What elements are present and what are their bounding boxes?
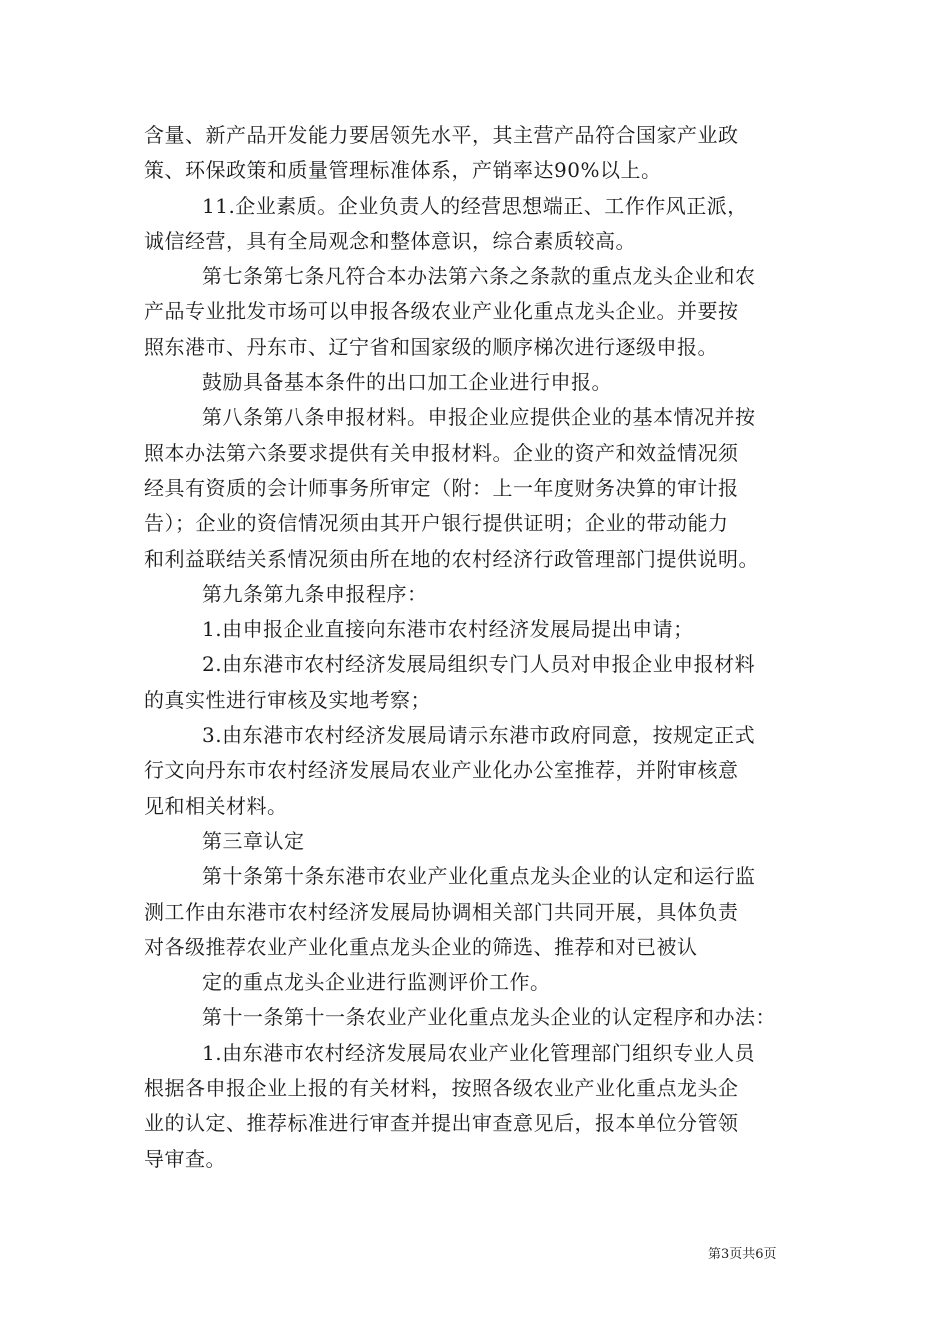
text-line: 业的认定、推荐标准进行审查并提出审查意见后，报本单位分管领: [144, 1111, 739, 1136]
text-line: 第十一条第十一条农业产业化重点龙头企业的认定程序和办法：: [202, 1005, 776, 1030]
text-line: 策、环保政策和质量管理标准体系，产销率达90%以上。: [144, 158, 662, 183]
text-line: 第三章认定: [202, 828, 305, 853]
text-line: 和利益联结关系情况须由所在地的农村经济行政管理部门提供说明。: [144, 546, 759, 571]
text-line: 第十条第十条东港市农业产业化重点龙头企业的认定和运行监: [202, 864, 756, 889]
text-line: 3.由东港市农村经济发展局请示东港市政府同意，按规定正式: [202, 723, 756, 748]
text-line: 2.由东港市农村经济发展局组织专门人员对申报企业申报材料: [202, 652, 756, 677]
page-number-footer: 第3页共6页: [708, 1247, 777, 1262]
text-line: 1.由申报企业直接向东港市农村经济发展局提出申请；: [202, 617, 694, 642]
text-line: 第七条第七条凡符合本办法第六条之条款的重点龙头企业和农: [202, 264, 756, 289]
text-line: 定的重点龙头企业进行监测评价工作。: [202, 970, 551, 995]
text-line: 11.企业素质。企业负责人的经营思想端正、工作作风正派，: [202, 193, 748, 218]
text-line: 根据各申报企业上报的有关材料，按照各级农业产业化重点龙头企: [144, 1076, 739, 1101]
text-line: 第八条第八条申报材料。申报企业应提供企业的基本情况并按: [202, 405, 756, 430]
text-line: 经具有资质的会计师事务所审定（附：上一年度财务决算的审计报: [144, 475, 739, 500]
text-line: 1.由东港市农村经济发展局农业产业化管理部门组织专业人员: [202, 1040, 756, 1065]
document-body: [144, 118, 824, 1177]
text-line: 的真实性进行审核及实地考察；: [144, 687, 431, 712]
text-line: 第九条第九条申报程序：: [202, 581, 428, 606]
text-line: 测工作由东港市农村经济发展局协调相关部门共同开展，具体负责: [144, 899, 739, 924]
text-line: 诚信经营，具有全局观念和整体意识，综合素质较高。: [144, 228, 636, 253]
text-line: 导审查。: [144, 1146, 226, 1171]
text-line: 鼓励具备基本条件的出口加工企业进行申报。: [202, 370, 612, 395]
text-line: 见和相关材料。: [144, 793, 288, 818]
text-line: 产品专业批发市场可以申报各级农业产业化重点龙头企业。并要按: [144, 299, 739, 324]
text-line: 照东港市、丹东市、辽宁省和国家级的顺序梯次进行逐级申报。: [144, 334, 718, 359]
text-line: 含量、新产品开发能力要居领先水平，其主营产品符合国家产业政: [144, 123, 739, 147]
text-line: 行文向丹东市农村经济发展局农业产业化办公室推荐，并附审核意: [144, 758, 739, 783]
text-line: 对各级推荐农业产业化重点龙头企业的筛选、推荐和对已被认: [144, 934, 698, 959]
text-line: 告）；企业的资信情况须由其开户银行提供证明；企业的带动能力: [144, 511, 729, 536]
text-line: 照本办法第六条要求提供有关申报材料。企业的资产和效益情况须: [144, 440, 739, 465]
